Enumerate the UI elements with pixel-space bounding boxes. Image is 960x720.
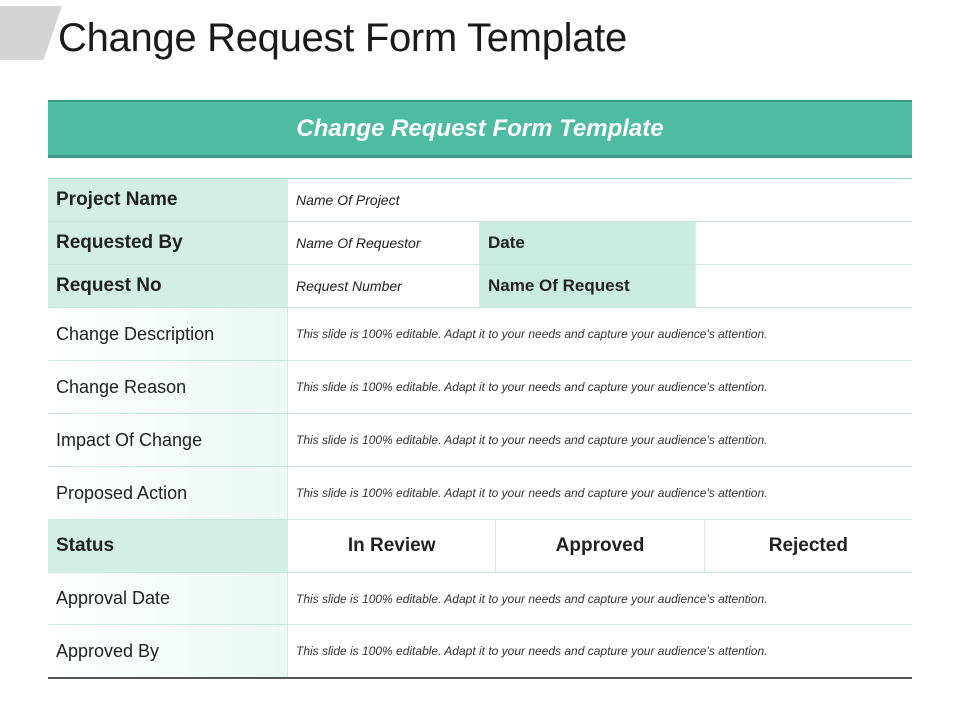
- name-of-request-label: Name Of Request: [480, 265, 696, 307]
- row-status: [48, 520, 912, 573]
- request-no-field[interactable]: Request Number: [288, 265, 480, 307]
- form-banner: [48, 100, 912, 158]
- row-approved-by: [48, 625, 912, 677]
- requested-by-field[interactable]: Name Of Requestor: [288, 222, 480, 264]
- slide-title: Change Request Form Template: [58, 16, 627, 60]
- row-project-name: [48, 179, 912, 222]
- change-reason-field[interactable]: This slide is 100% editable. Adapt it to your needs and capture your audience's attention.: [296, 380, 768, 394]
- status-label: Status: [48, 520, 288, 572]
- name-of-request-field[interactable]: [696, 265, 912, 307]
- row-change-description: [48, 308, 912, 361]
- date-field[interactable]: [696, 222, 912, 264]
- status-option-rejected[interactable]: Rejected: [768, 535, 848, 556]
- row-change-reason: [48, 361, 912, 414]
- approval-date-field[interactable]: This slide is 100% editable. Adapt it to your needs and capture your audience's attention.: [296, 591, 768, 606]
- approved-by-label: Approved By: [48, 625, 288, 677]
- requested-by-label: Requested By: [48, 222, 288, 264]
- status-option-approved[interactable]: Approved: [496, 520, 704, 572]
- change-description-field[interactable]: This slide is 100% editable. Adapt it to your needs and capture your audience's attention.: [296, 327, 768, 341]
- request-no-label: Request No: [48, 265, 288, 307]
- change-request-form: [48, 178, 912, 679]
- change-description-label: Change Description: [48, 308, 288, 360]
- status-option-in-review[interactable]: In Review: [288, 520, 496, 572]
- row-requested-by: [48, 222, 912, 265]
- row-approval-date: [48, 573, 912, 625]
- proposed-action-label: Proposed Action: [48, 467, 288, 519]
- row-request-no: [48, 265, 912, 308]
- approved-by-field[interactable]: This slide is 100% editable. Adapt it to your needs and capture your audience's attention.: [296, 644, 768, 658]
- row-impact-of-change: [48, 414, 912, 467]
- impact-of-change-label: Impact Of Change: [48, 414, 288, 466]
- corner-decoration: [0, 6, 62, 60]
- approval-date-label: Approval Date: [48, 573, 288, 624]
- proposed-action-field[interactable]: This slide is 100% editable. Adapt it to your needs and capture your audience's attention.: [296, 486, 768, 500]
- project-name-label: Project Name: [48, 179, 288, 221]
- date-label: Date: [480, 222, 696, 264]
- banner-title: Change Request Form Template: [296, 114, 664, 142]
- project-name-field[interactable]: Name Of Project: [296, 192, 400, 208]
- change-reason-label: Change Reason: [48, 361, 288, 413]
- impact-of-change-field[interactable]: This slide is 100% editable. Adapt it to your needs and capture your audience's attention.: [296, 433, 768, 447]
- row-proposed-action: [48, 467, 912, 520]
